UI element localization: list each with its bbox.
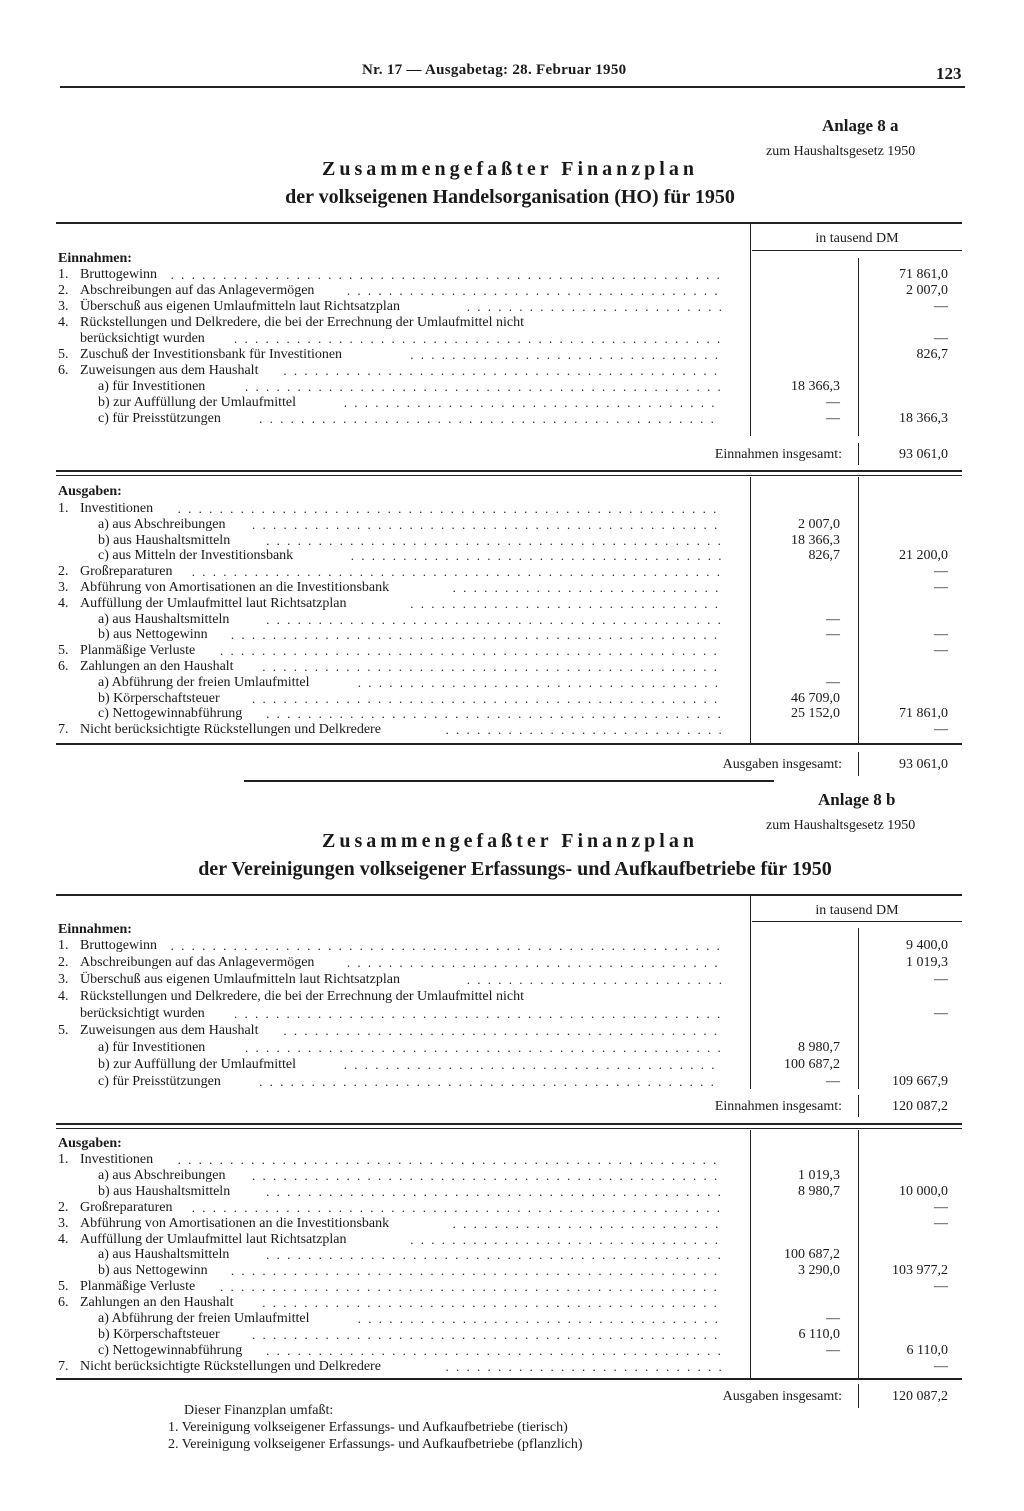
- column-2-value: 18 366,3: [899, 411, 948, 426]
- dot-leader: . . . . . . . . . . . . . . . . . . . . . . . . . . . . . . . . . . . . . . . . . . . . .: [252, 691, 720, 706]
- dot-leader: . . . . . . . . . . . . . . . . . . . . . . . . . . . . . . . . . . . . . . . . . . . . . . .: [230, 627, 720, 642]
- table-b-mid-rule-2: [56, 1128, 962, 1129]
- row-label: c) aus Mitteln der Investitionsbank: [98, 548, 294, 563]
- column-1-value: 8 980,7: [798, 1040, 840, 1055]
- anlage-a-label: Anlage 8 a: [822, 116, 899, 135]
- table-b-unit-rule: [752, 921, 962, 922]
- row-label: Zuweisungen aus dem Haushalt: [80, 1023, 259, 1038]
- dot-leader: . . . . . . . . . . . . . . . . . . . . . . . . . . . . . . . . . . . . . . . . . . . .: [266, 1184, 723, 1199]
- table-row: [58, 299, 400, 315]
- table-row: [58, 1295, 234, 1311]
- plan-b-title-2: der Vereinigungen volkseigener Erfassungs- und Aufkaufbetriebe für 1950: [198, 858, 832, 880]
- table-row: [58, 564, 173, 580]
- column-1-value: 100 687,2: [784, 1247, 840, 1262]
- dot-leader: . . . . . . . . . . . . . . . . . . . . . . . . . . . . . . . . . . . .: [343, 395, 717, 410]
- plan-b-title-1: Zusammengefaßter Finanzplan: [322, 830, 698, 852]
- table-a-unit-header: in tausend DM: [815, 231, 899, 246]
- table-row: [58, 691, 220, 707]
- column-2-value: —: [934, 1006, 948, 1021]
- table-a-vline-4: [858, 477, 859, 743]
- dot-leader: . . . . . . . . . . . . . . . . . . . . . . . . . . . . . . . . . . . . . . . . . . . . . .: [245, 1040, 723, 1055]
- table-row: [58, 1006, 205, 1022]
- column-2-value: —: [934, 972, 948, 987]
- row-number: 5.: [58, 1279, 69, 1294]
- row-label: a) Abführung der freien Umlaufmittel: [98, 675, 310, 690]
- table-row: [58, 1074, 221, 1090]
- table-b-vline-1: [750, 896, 751, 1089]
- row-label: a) aus Haushaltsmitteln: [98, 1247, 230, 1262]
- column-1-value: 8 980,7: [798, 1184, 840, 1199]
- row-label: b) aus Nettogewinn: [98, 1263, 208, 1278]
- table-row: [58, 315, 524, 331]
- row-number: 4.: [58, 315, 69, 330]
- column-2-value: 1 019,3: [906, 955, 948, 970]
- dot-leader: . . . . . . . . . . . . . . . . . . . . . . . . . . . . . . . . . . . . . . . . . . . . . . .: [234, 1006, 723, 1021]
- row-label: b) zur Auffüllung der Umlaufmittel: [98, 395, 297, 410]
- einnahmen-b-label: Einnahmen:: [58, 922, 132, 937]
- column-2-value: —: [934, 643, 948, 658]
- dot-leader: . . . . . . . . . . . . . . . . . . . . . . . . . . . . . . . . . . . . . . . . . . . . .: [252, 517, 720, 532]
- table-row: [58, 1184, 230, 1200]
- dot-leader: . . . . . . . . . . . . . . . . . . . . . . . . . . . . . .: [410, 596, 721, 611]
- row-label: Rückstellungen und Delkredere, die bei der Errechnung der Umlaufmittel nicht: [80, 315, 524, 330]
- row-number: 6.: [58, 659, 69, 674]
- column-2-value: 10 000,0: [899, 1184, 948, 1199]
- column-1-value: 100 687,2: [784, 1057, 840, 1072]
- dot-leader: . . . . . . . . . . . . . . . . . . . . . . . . . . . . . . . . . . . . . . . . . . . . . . .: [234, 331, 723, 346]
- table-b-vline-3: [750, 1130, 751, 1378]
- table-a-top-rule: [56, 222, 962, 224]
- einnahmen-a-total-value: 93 061,0: [899, 447, 948, 462]
- table-b-bottom-rule: [56, 1378, 962, 1380]
- row-number: 6.: [58, 363, 69, 378]
- page-header: [0, 60, 1024, 88]
- column-1-value: 3 290,0: [798, 1263, 840, 1278]
- row-label: a) aus Abschreibungen: [98, 517, 226, 532]
- row-label: Zuweisungen aus dem Haushalt: [80, 363, 259, 378]
- row-label: c) Nettogewinnabführung: [98, 706, 243, 721]
- row-number: 4.: [58, 989, 69, 1004]
- dot-leader: . . . . . . . . . . . . . . . . . . . . . . . . . .: [452, 580, 721, 595]
- issue-line: Nr. 17 — Ausgabetag: 28. Februar 1950: [362, 62, 627, 78]
- dot-leader: . . . . . . . . . . . . . . . . . . . . . . . . . . . . . . . . . . .: [357, 1311, 721, 1326]
- row-label: b) aus Haushaltsmitteln: [98, 533, 231, 548]
- ausgaben-a-label: Ausgaben:: [58, 484, 122, 499]
- table-row: [58, 517, 226, 533]
- row-label: Abschreibungen auf das Anlagevermögen: [80, 283, 315, 298]
- column-2-value: —: [934, 564, 948, 579]
- table-row: [58, 363, 258, 379]
- column-1-value: 46 709,0: [791, 691, 840, 706]
- row-label: a) aus Haushaltsmitteln: [98, 612, 230, 627]
- table-row: [58, 627, 208, 643]
- column-1-value: —: [826, 612, 840, 627]
- row-number: 3.: [58, 299, 69, 314]
- table-row: [58, 533, 230, 549]
- row-number: 1.: [58, 267, 69, 282]
- table-row: [58, 612, 229, 628]
- table-row: [58, 580, 389, 596]
- anlage-b-sub: zum Haushaltsgesetz 1950: [766, 818, 916, 833]
- ausgaben-b-total-label: Ausgaben insgesamt:: [722, 1389, 842, 1404]
- row-label: Zuschuß der Investitionsbank für Investitionen: [80, 347, 343, 362]
- einnahmen-b-total-label: Einnahmen insgesamt:: [714, 1099, 842, 1114]
- footnote-item-1: 1. Vereinigung volkseigener Erfassungs- und Aufkaufbetriebe (tierisch): [168, 1420, 568, 1435]
- table-row: [58, 1279, 195, 1295]
- table-row: [58, 989, 524, 1005]
- dot-leader: . . . . . . . . . . . . . . . . . . . . . . . . . . . . . . . . . . . . . . . . . . . . . . . .: [219, 643, 719, 658]
- row-number: 1.: [58, 501, 69, 516]
- table-row: [58, 267, 157, 283]
- table-a-vline-2: [858, 258, 859, 436]
- table-row: [58, 548, 293, 564]
- table-row: [58, 706, 242, 722]
- row-label: Nicht berücksichtigte Rückstellungen und Delkredere: [80, 1359, 381, 1374]
- table-row: [58, 1152, 153, 1168]
- dot-leader: . . . . . . . . . . . . . . . . . . . . . . . . . . . . . . . . . . . . . . . . . .: [283, 363, 720, 378]
- column-2-value: —: [934, 722, 948, 737]
- column-1-value: —: [826, 411, 840, 426]
- row-number: 2.: [58, 1200, 69, 1215]
- dot-leader: . . . . . . . . . . . . . . . . . . . . . . . . . . . . . . . . . . . . . . . . . . . . . . .: [230, 1263, 720, 1278]
- row-label: Nicht berücksichtigte Rückstellungen und Delkredere: [80, 722, 381, 737]
- dot-leader: . . . . . . . . . . . . . . . . . . . . . . . . . .: [452, 1216, 721, 1231]
- table-row: [58, 379, 205, 395]
- table-a-vline-3: [750, 477, 751, 743]
- anlage-a-sub: zum Haushaltsgesetz 1950: [766, 144, 916, 159]
- dot-leader: . . . . . . . . . . . . . . . . . . . . . . . . . . . . . . . . . . . . . . . . . . . . .: [252, 1327, 720, 1342]
- dot-leader: . . . . . . . . . . . . . . . . . . . . . . . . . . . . . . . . . . . . . . . . . . . .: [262, 1295, 719, 1310]
- table-row: [58, 1200, 173, 1216]
- column-2-value: —: [934, 580, 948, 595]
- dot-leader: . . . . . . . . . . . . . . . . . . . . . . . . . . . . . . . . . . . . . . . . . . . . . .: [245, 379, 723, 394]
- separator-rule: [244, 780, 774, 782]
- table-b-vline-4: [858, 1130, 859, 1378]
- row-number: 5.: [58, 643, 69, 658]
- column-2-value: 826,7: [916, 347, 948, 362]
- dot-leader: . . . . . . . . . . . . . . . . . . . . . . . . . . . . . . . . . . . . . . . . . . . .: [266, 1247, 723, 1262]
- dot-leader: . . . . . . . . . . . . . . . . . . . . . . . . . . . . . . . . . . . . . . . . . . . . . . . . . . . . .: [170, 938, 722, 953]
- dot-leader: . . . . . . . . . . . . . . . . . . . . . . . . . . . . . . . . . . . .: [346, 283, 720, 298]
- row-label: Investitionen: [80, 1152, 154, 1167]
- column-2-value: 6 110,0: [906, 1343, 948, 1358]
- row-label: Bruttogewinn: [80, 267, 157, 282]
- table-row: [58, 1040, 205, 1056]
- column-2-value: —: [934, 1359, 948, 1374]
- table-a-bottom-rule: [56, 743, 962, 745]
- row-label: Großreparaturen: [80, 564, 173, 579]
- einnahmen-b-total-value: 120 087,2: [892, 1099, 948, 1114]
- row-label: Planmäßige Verluste: [80, 1279, 196, 1294]
- row-label: a) für Investitionen: [98, 1040, 206, 1055]
- table-row: [58, 955, 314, 971]
- table-row: [58, 972, 400, 988]
- column-2-value: 71 861,0: [899, 706, 948, 721]
- footnote-intro: Dieser Finanzplan umfaßt:: [184, 1403, 334, 1418]
- column-1-value: 2 007,0: [798, 517, 840, 532]
- table-a-vline-1: [750, 224, 751, 436]
- dot-leader: . . . . . . . . . . . . . . . . . . . . . . . . . . . . . . . . . . . .: [350, 548, 724, 563]
- dot-leader: . . . . . . . . . . . . . . . . . . . . . . . . . . . . . . . . . . . . . . . . . . . . . . . . . . . . .: [170, 267, 722, 282]
- row-number: 1.: [58, 1152, 69, 1167]
- header-rule: [60, 86, 965, 88]
- row-label: Abschreibungen auf das Anlagevermögen: [80, 955, 315, 970]
- dot-leader: . . . . . . . . . . . . . . . . . . . . . . . . . . . . . . . . . . . . . . . . . . . .: [259, 1074, 716, 1089]
- einnahmen-a-label: Einnahmen:: [58, 251, 132, 266]
- dot-leader: . . . . . . . . . . . . . . . . . . . . . . . . . . . . . . . . . . . .: [346, 955, 720, 970]
- table-row: [58, 675, 309, 691]
- dot-leader: . . . . . . . . . . . . . . . . . . . . . . . . . . . . . . . . . . . . . . . . . . . .: [266, 612, 723, 627]
- row-label: b) Körperschaftsteuer: [98, 1327, 220, 1342]
- column-2-value: 21 200,0: [899, 548, 948, 563]
- table-row: [58, 331, 205, 347]
- row-label: c) Nettogewinnabführung: [98, 1343, 243, 1358]
- column-2-value: 9 400,0: [906, 938, 948, 953]
- column-2-value: 2 007,0: [906, 283, 948, 298]
- ausgaben-b-total-value: 120 087,2: [892, 1389, 948, 1404]
- table-a-mid-rule: [56, 470, 962, 472]
- column-1-value: 1 019,3: [798, 1168, 840, 1183]
- row-number: 1.: [58, 938, 69, 953]
- dot-leader: . . . . . . . . . . . . . . . . . . . . . . . . . . . . . .: [410, 347, 721, 362]
- column-1-value: 18 366,3: [791, 379, 840, 394]
- row-label: b) Körperschaftsteuer: [98, 691, 220, 706]
- dot-leader: . . . . . . . . . . . . . . . . . . . . . . . . . . . . . . . . . . . . . . . . . . . . . . . . . . .: [191, 1200, 722, 1215]
- row-number: 2.: [58, 283, 69, 298]
- dot-leader: . . . . . . . . . . . . . . . . . . . . . . . . .: [466, 299, 724, 314]
- row-label: Auffüllung der Umlaufmittel laut Richtsatzplan: [80, 1232, 347, 1247]
- row-label: b) aus Haushaltsmitteln: [98, 1184, 231, 1199]
- column-1-value: 826,7: [808, 548, 840, 563]
- column-2-value: 109 667,9: [892, 1074, 948, 1089]
- row-label: Abführung von Amortisationen an die Investitionsbank: [80, 580, 390, 595]
- row-label: Rückstellungen und Delkredere, die bei der Errechnung der Umlaufmittel nicht: [80, 989, 524, 1004]
- column-2-value: —: [934, 627, 948, 642]
- row-label: Zahlungen an den Haushalt: [80, 1295, 234, 1310]
- column-1-value: 25 152,0: [791, 706, 840, 721]
- row-label: Großreparaturen: [80, 1200, 173, 1215]
- page-number: 123: [936, 64, 962, 83]
- dot-leader: . . . . . . . . . . . . . . . . . . . . . . . . . . .: [445, 1359, 724, 1374]
- column-1-value: —: [826, 1343, 840, 1358]
- table-row: [58, 1168, 226, 1184]
- row-label: Bruttogewinn: [80, 938, 157, 953]
- table-row: [58, 1311, 309, 1327]
- footnote-item-2: 2. Vereinigung volkseigener Erfassungs- und Aufkaufbetriebe (pflanzlich): [168, 1437, 583, 1452]
- row-number: 4.: [58, 1232, 69, 1247]
- row-label: b) aus Nettogewinn: [98, 627, 208, 642]
- dot-leader: . . . . . . . . . . . . . . . . . . . . . . . . . . .: [445, 722, 724, 737]
- row-label: Auffüllung der Umlaufmittel laut Richtsatzplan: [80, 596, 347, 611]
- row-label: a) für Investitionen: [98, 379, 206, 394]
- column-2-value: —: [934, 1200, 948, 1215]
- row-label: Zahlungen an den Haushalt: [80, 659, 234, 674]
- plan-a-title-2: der volkseigenen Handelsorganisation (HO) für 1950: [285, 186, 735, 208]
- column-2-value: —: [934, 299, 948, 314]
- table-row: [58, 938, 157, 954]
- row-label: berücksichtigt wurden: [80, 331, 205, 346]
- table-row: [58, 1263, 208, 1279]
- table-row: [58, 1359, 381, 1375]
- row-number: 6.: [58, 1295, 69, 1310]
- table-row: [58, 596, 346, 612]
- column-2-value: —: [934, 331, 948, 346]
- plan-a-title-1: Zusammengefaßter Finanzplan: [322, 158, 698, 180]
- ausgaben-b-label: Ausgaben:: [58, 1136, 122, 1151]
- table-a-unit-rule: [752, 250, 962, 251]
- dot-leader: . . . . . . . . . . . . . . . . . . . . . . . . . . . . . . . . . . .: [357, 675, 721, 690]
- row-number: 4.: [58, 596, 69, 611]
- ausgaben-a-total-label: Ausgaben insgesamt:: [722, 757, 842, 772]
- row-number: 3.: [58, 1216, 69, 1231]
- row-number: 7.: [58, 722, 69, 737]
- table-row: [58, 1057, 296, 1073]
- dot-leader: . . . . . . . . . . . . . . . . . . . . . . . . . . . . . . . . . . . . . . . . . . . . . . . . . . .: [191, 564, 722, 579]
- row-number: 2.: [58, 955, 69, 970]
- row-number: 3.: [58, 972, 69, 987]
- anlage-b-label: Anlage 8 b: [818, 790, 896, 809]
- table-row: [58, 1232, 346, 1248]
- dot-leader: . . . . . . . . . . . . . . . . . . . . . . . . .: [466, 972, 724, 987]
- row-label: Investitionen: [80, 501, 154, 516]
- column-1-value: —: [826, 1074, 840, 1089]
- ausgaben-a-total-value: 93 061,0: [899, 757, 948, 772]
- table-row: [58, 1343, 242, 1359]
- column-1-value: —: [826, 675, 840, 690]
- row-label: Abführung von Amortisationen an die Investitionsbank: [80, 1216, 390, 1231]
- row-label: b) zur Auffüllung der Umlaufmittel: [98, 1057, 297, 1072]
- column-1-value: 18 366,3: [791, 533, 840, 548]
- dot-leader: . . . . . . . . . . . . . . . . . . . . . . . . . . . . . . . . . . . . . . . . . . . . . . . . . . . .: [177, 501, 719, 516]
- row-label: c) für Preisstützungen: [98, 1074, 221, 1089]
- table-row: [58, 1247, 229, 1263]
- table-row: [58, 347, 342, 363]
- row-number: 2.: [58, 564, 69, 579]
- row-number: 5.: [58, 347, 69, 362]
- row-number: 7.: [58, 1359, 69, 1374]
- column-1-value: 6 110,0: [798, 1327, 840, 1342]
- row-label: c) für Preisstützungen: [98, 411, 221, 426]
- dot-leader: . . . . . . . . . . . . . . . . . . . . . . . . . . . . . . . . . . . . . . . . . . . .: [259, 411, 716, 426]
- table-row: [58, 501, 153, 517]
- row-number: 3.: [58, 580, 69, 595]
- dot-leader: . . . . . . . . . . . . . . . . . . . . . . . . . . . . . . . . . . . . . . . . . . . .: [266, 533, 723, 548]
- row-number: 5.: [58, 1023, 69, 1038]
- row-label: Planmäßige Verluste: [80, 643, 196, 658]
- column-2-value: 71 861,0: [899, 267, 948, 282]
- row-label: Überschuß aus eigenen Umlaufmitteln laut Richtsatzplan: [80, 299, 400, 314]
- dot-leader: . . . . . . . . . . . . . . . . . . . . . . . . . . . . . . . . . . . . . . . . . . . .: [266, 706, 723, 721]
- table-b-mid-rule: [56, 1123, 962, 1125]
- column-1-value: —: [826, 395, 840, 410]
- dot-leader: . . . . . . . . . . . . . . . . . . . . . . . . . . . . . . . . . . . . . . . . . .: [283, 1023, 720, 1038]
- column-2-value: 103 977,2: [892, 1263, 948, 1278]
- column-1-value: —: [826, 627, 840, 642]
- table-b-top-rule: [56, 894, 962, 896]
- column-2-value: —: [934, 1279, 948, 1294]
- table-b-unit-header: in tausend DM: [815, 903, 899, 918]
- table-row: [58, 643, 195, 659]
- row-label: Überschuß aus eigenen Umlaufmitteln laut Richtsatzplan: [80, 972, 400, 987]
- table-row: [58, 411, 221, 427]
- table-row: [58, 659, 234, 675]
- dot-leader: . . . . . . . . . . . . . . . . . . . . . . . . . . . . . . . . . . . .: [343, 1057, 717, 1072]
- table-row: [58, 1216, 389, 1232]
- column-2-value: —: [934, 1216, 948, 1231]
- table-row: [58, 283, 314, 299]
- table-row: [58, 395, 296, 411]
- dot-leader: . . . . . . . . . . . . . . . . . . . . . . . . . . . . . . . . . . . . . . . . . . . . . . . . . . . .: [177, 1152, 719, 1167]
- table-row: [58, 722, 381, 738]
- table-b-vline-2: [858, 928, 859, 1089]
- table-row: [58, 1023, 258, 1039]
- dot-leader: . . . . . . . . . . . . . . . . . . . . . . . . . . . . . . . . . . . . . . . . . . . .: [262, 659, 719, 674]
- column-1-value: —: [826, 1311, 840, 1326]
- einnahmen-a-total-label: Einnahmen insgesamt:: [714, 447, 842, 462]
- dot-leader: . . . . . . . . . . . . . . . . . . . . . . . . . . . . . . . . . . . . . . . . . . . . . . . .: [219, 1279, 719, 1294]
- table-row: [58, 1327, 220, 1343]
- dot-leader: . . . . . . . . . . . . . . . . . . . . . . . . . . . . . .: [410, 1232, 721, 1247]
- row-label: berücksichtigt wurden: [80, 1006, 205, 1021]
- dot-leader: . . . . . . . . . . . . . . . . . . . . . . . . . . . . . . . . . . . . . . . . . . . . .: [252, 1168, 720, 1183]
- row-label: a) aus Abschreibungen: [98, 1168, 226, 1183]
- row-label: a) Abführung der freien Umlaufmittel: [98, 1311, 310, 1326]
- dot-leader: . . . . . . . . . . . . . . . . . . . . . . . . . . . . . . . . . . . . . . . . . . . .: [266, 1343, 723, 1358]
- table-a-mid-rule-2: [56, 475, 962, 476]
